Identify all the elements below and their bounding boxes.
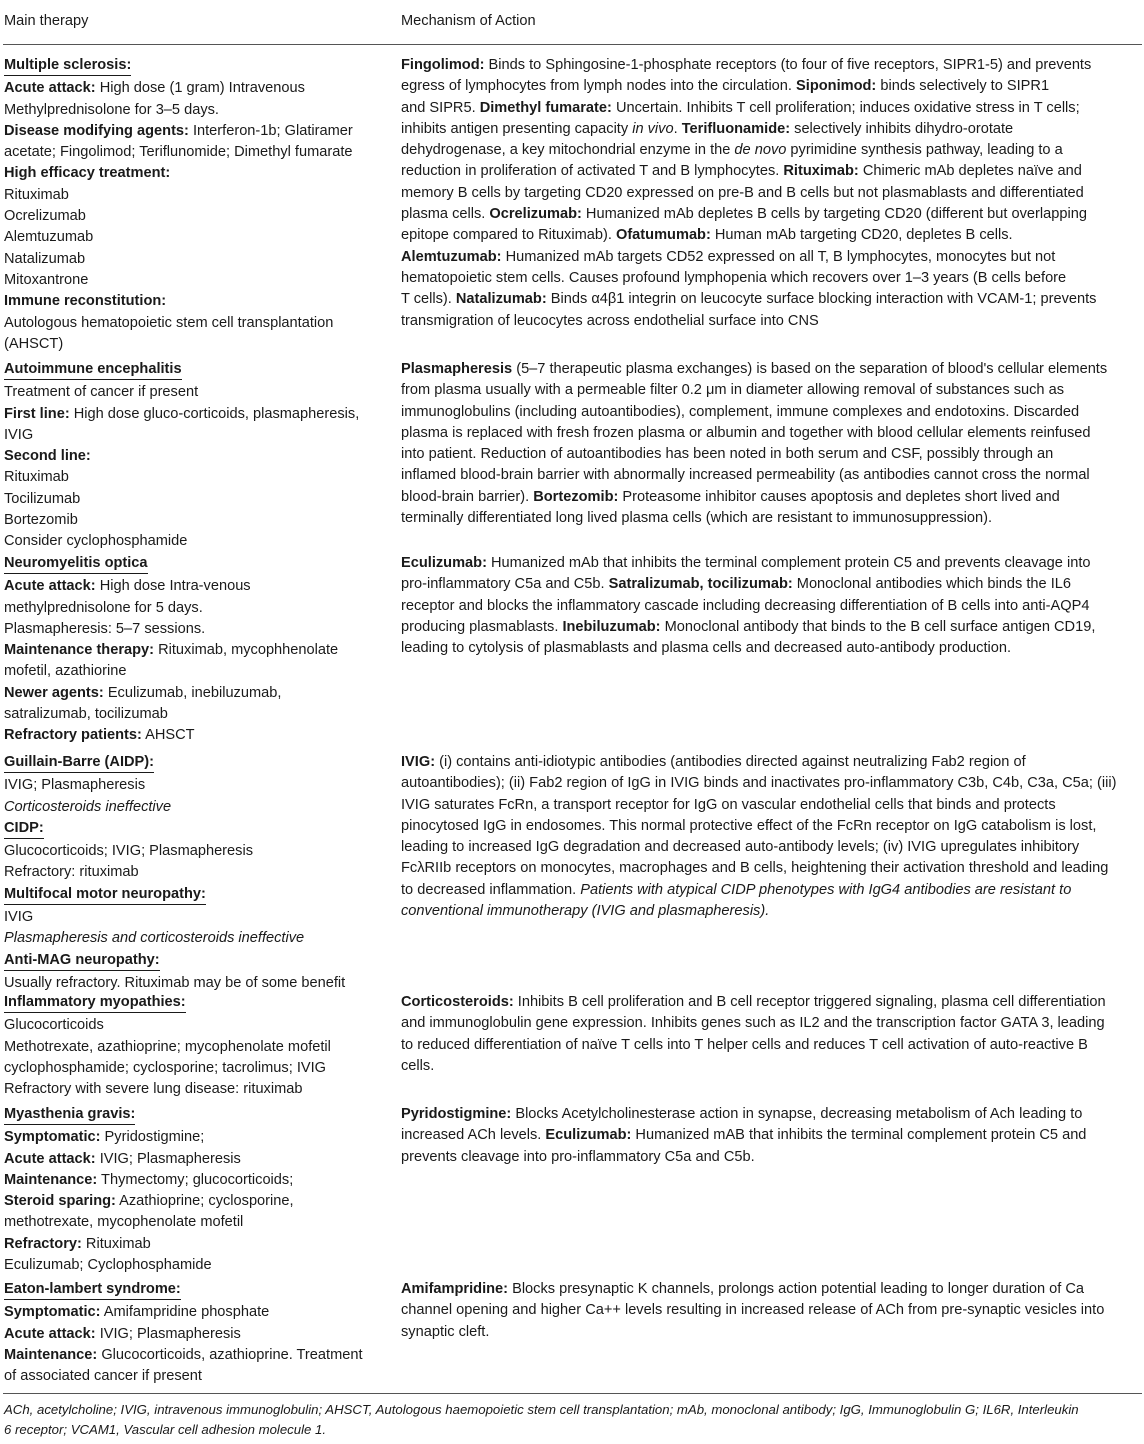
bold-term: Terifluonamide:: [681, 120, 791, 137]
bold-term: Maintenance therapy:: [4, 642, 155, 659]
mechanism-line: [401, 1322, 1142, 1343]
therapy-line: [4, 928, 400, 949]
mechanism-line: [401, 465, 1142, 486]
text-run: acetate; Fingolimod; Teriflunomide; Dimethyl fumarate: [4, 144, 353, 161]
text-run: satralizumab, tocilizumab: [4, 706, 168, 723]
text-run: Tocilizumab: [4, 490, 81, 507]
therapy-line: [4, 227, 400, 248]
mechanism-line: [401, 487, 1142, 508]
mechanism-line: [401, 444, 1142, 465]
therapy-line: [4, 1170, 400, 1191]
bold-term: High efficacy treatment:: [4, 165, 171, 182]
bold-term: Inebiluzumab:: [562, 618, 661, 635]
text-run: to decreased inflammation.: [401, 881, 581, 898]
text-run: pinocytosed IgG in endosomes. This normal protective effect of the FcRn receptor on IgG catabolism is lost,: [401, 817, 1097, 834]
text-run: inflamed blood-brain barrier with abnormally increased permeability (as antibodies cannot cross the normal: [401, 467, 1090, 484]
bold-term: Refractory patients:: [4, 727, 142, 744]
text-run: transmigration of leucocytes across endothelial surface into CNS: [401, 312, 819, 329]
mechanism-line: [401, 119, 1142, 140]
text-run: synaptic cleft.: [401, 1323, 490, 1340]
bold-term: Dimethyl fumarate:: [479, 99, 612, 116]
bold-term: Satralizumab, tocilizumab:: [608, 576, 793, 593]
text-run: and immunoglobulin gene expression. Inhibits genes such as IL2 and the transcription factor GATA 3, leading: [401, 1015, 1105, 1032]
italic-text: in vivo: [632, 120, 674, 137]
bold-term: Rituximab:: [783, 163, 859, 180]
text-run: Eculizumab; Cyclophosphamide: [4, 1257, 212, 1274]
condition-title: Eaton-lambert syndrome:: [4, 1280, 181, 1300]
text-run: Humanized mAB that inhibits the terminal complement protein C5 and: [631, 1127, 1087, 1144]
mechanism-line: [401, 574, 1142, 595]
therapy-line: [4, 100, 400, 121]
header-mechanism: Mechanism of Action: [401, 13, 536, 29]
text-run: Monoclonal antibody that binds to the B cell surface antigen CD19,: [660, 618, 1096, 635]
mechanism-line: [401, 992, 1142, 1013]
mechanism-cell: [400, 1279, 1142, 1387]
main-therapy-cell: [3, 55, 400, 355]
mechanism-line: [401, 1035, 1142, 1056]
therapy-line: [4, 797, 400, 818]
footnote-line: ACh, acetylcholine; IVIG, intravenous immunoglobulin; AHSCT, Autologous haemopoietic stem cell transplantation; mAb, monoclonal antibody; IgG, Immunoglobulin G; IL6R, Interleukin: [4, 1402, 1079, 1417]
text-run: Bortezomib: [4, 512, 78, 529]
condition-title-wrap: [4, 55, 400, 76]
bold-term: Acute attack:: [4, 80, 96, 97]
text-run: Uncertain. Inhibits T cell proliferation; induces oxidative stress in T cells;: [611, 99, 1080, 116]
therapy-line: [4, 163, 400, 184]
italic-text: Corticosteroids ineffective: [4, 798, 172, 815]
text-run: dehydrogenase, a key mitochondrial enzyme in the: [401, 142, 735, 159]
mechanism-line: [401, 204, 1142, 225]
therapy-table: [3, 0, 1142, 1437]
text-run: binds selectively to SIPR1: [876, 78, 1050, 95]
text-run: immunoglobulins (including autoantibodies), complement, immune complexes and endotoxins. Discarded: [401, 403, 1080, 420]
bold-term: Natalizumab:: [455, 291, 547, 308]
text-run: .: [673, 120, 682, 137]
bold-term: Refractory:: [4, 1235, 82, 1252]
text-run: T cells).: [401, 291, 456, 308]
bold-term: Alemtuzumab:: [401, 248, 502, 265]
text-run: Humanized mAb targets CD52 expressed on all T, B lymphocytes, monocytes but not: [501, 248, 1056, 265]
italic-text: Patients with atypical CIDP phenotypes with IgG4 antibodies are resistant to: [580, 881, 1072, 898]
text-run: hematopoietic stem cells. Causes profound lymphopenia which recovers over 1–3 years (B cells before: [401, 269, 1067, 286]
bold-term: Steroid sparing:: [4, 1193, 116, 1210]
condition-title-wrap: [4, 818, 400, 839]
mechanism-line: [401, 508, 1142, 529]
mechanism-line: [401, 225, 1142, 246]
text-run: into patient. Reduction of autoantibodies has been noted in both serum and CSF, possibly through an: [401, 446, 1054, 463]
bold-term: Pyridostigmine:: [401, 1106, 512, 1122]
therapy-line: [4, 704, 400, 725]
text-run: (AHSCT): [4, 335, 64, 352]
bold-term: Second line:: [4, 448, 91, 465]
text-run: Treatment of cancer if present: [4, 384, 199, 401]
header-rule: [3, 44, 1142, 45]
text-run: Eculizumab, inebiluzumab,: [103, 684, 282, 701]
mechanism-line: [401, 140, 1142, 161]
text-run: Proteasome inhibitor causes apoptosis and depletes short lived and: [618, 488, 1060, 505]
text-run: Inhibits B cell proliferation and B cell receptor triggered signaling, plasma cell differentiation: [513, 994, 1106, 1010]
bold-term: Maintenance:: [4, 1346, 98, 1363]
text-run: Monoclonal antibodies which binds the IL6: [792, 576, 1072, 593]
bold-term: Bortezomib:: [533, 488, 619, 505]
text-run: FcλRIIb receptors on monocytes, macrophages and B cells, heightening their activation threshold and leading: [401, 860, 1109, 877]
main-therapy-cell: [3, 553, 400, 747]
therapy-line: [4, 1234, 400, 1255]
text-run: methylprednisolone for 5 days.: [4, 599, 203, 616]
footnote-line: 6 receptor; VCAM1, Vascular cell adhesion molecule 1.: [4, 1422, 327, 1437]
mechanism-line: [401, 76, 1142, 97]
text-run: Refractory with severe lung disease: rituximab: [4, 1081, 303, 1098]
therapy-line: [4, 313, 400, 334]
text-run: Ocrelizumab: [4, 208, 86, 225]
text-run: Autologous hematopoietic stem cell transplantation: [4, 314, 334, 331]
mechanism-line: [401, 1147, 1142, 1168]
therapy-line: [4, 531, 400, 552]
mechanism-cell: [400, 992, 1142, 1100]
condition-title: Inflammatory myopathies:: [4, 993, 186, 1013]
table-row: [3, 55, 1142, 355]
text-run: High dose gluco-corticoids, plasmapheresis,: [69, 405, 360, 422]
text-run: Pyridostigmine;: [100, 1129, 205, 1146]
mechanism-cell: [400, 359, 1142, 553]
condition-title-wrap: [4, 752, 400, 773]
text-run: of associated cancer if present: [4, 1368, 202, 1385]
text-run: from plasma usually with a permeable filter 0.2 μm in diameter allowing removal of substances such as: [401, 382, 1064, 399]
therapy-line: [4, 334, 400, 355]
bold-term: Maintenance:: [4, 1171, 98, 1188]
bold-term: Symptomatic:: [4, 1304, 101, 1321]
text-run: Refractory: rituximab: [4, 864, 139, 881]
condition-title: Multifocal motor neuropathy:: [4, 885, 206, 905]
text-run: Amifampridine phosphate: [100, 1304, 270, 1321]
mechanism-line: [401, 1104, 1142, 1125]
text-run: channel opening and higher Ca++ levels resulting in increased release of ACh from pre-synaptic vesicles into: [401, 1302, 1105, 1319]
therapy-line: [4, 862, 400, 883]
mechanism-line: [401, 1125, 1142, 1146]
mechanism-line: [401, 247, 1142, 268]
text-run: receptor and blocks the inflammatory cascade including decreasing differentiation of B cells into anti-AQP4: [401, 597, 1090, 614]
bold-term: Plasmapheresis: [401, 361, 513, 377]
text-run: High dose Intra-venous: [95, 578, 251, 595]
text-run: plasma is replaced with fresh frozen plasma or albumin and together with blood cellular elements reinfused: [401, 424, 1091, 441]
text-run: memory B cells by targeting CD20 expressed on pre-B and B cells but not plasmablasts and differentiated: [401, 184, 1084, 201]
text-run: Interferon-1b; Glatiramer: [188, 122, 353, 139]
text-run: pyrimidine synthesis pathway, leading to a: [786, 142, 1063, 159]
text-run: Alemtuzumab: [4, 229, 94, 246]
table-row: [3, 359, 1142, 553]
text-run: Human mAb targeting CD20, depletes B cells.: [710, 227, 1013, 244]
italic-text: Plasmapheresis and corticosteroids ineffective: [4, 930, 305, 947]
therapy-line: [4, 1324, 400, 1345]
text-run: Blocks Acetylcholinesterase action in synapse, decreasing metabolism of Ach leading to: [511, 1106, 1083, 1122]
text-run: Rituximab: [4, 469, 69, 486]
mechanism-line: [401, 1300, 1142, 1321]
mechanism-line: [401, 423, 1142, 444]
mechanism-line: [401, 638, 1142, 659]
mechanism-line: [401, 795, 1142, 816]
text-run: Humanized mAb that inhibits the terminal complement protein C5 and prevents cleavage into: [486, 555, 1091, 571]
text-run: AHSCT: [141, 727, 195, 744]
condition-title: Anti-MAG neuropathy:: [4, 951, 160, 971]
mechanism-line: [401, 1279, 1142, 1300]
text-run: Humanized mAb depletes B cells by targeting CD20 (different but overlapping: [581, 206, 1087, 223]
bold-term: Newer agents:: [4, 684, 104, 701]
mechanism-line: [401, 1056, 1142, 1077]
mechanism-line: [401, 837, 1142, 858]
mechanism-line: [401, 752, 1142, 773]
text-run: epitope compared to Rituximab).: [401, 227, 616, 244]
bold-term: Acute attack:: [4, 1150, 96, 1167]
mechanism-line: [401, 880, 1142, 901]
therapy-line: [4, 1302, 400, 1323]
therapy-line: [4, 576, 400, 597]
text-run: Rituximab: [4, 186, 69, 203]
therapy-line: [4, 185, 400, 206]
text-run: (5–7 therapeutic plasma exchanges) is based on the separation of blood's cellular elements: [512, 361, 1108, 377]
therapy-line: [4, 249, 400, 270]
bold-term: Eculizumab:: [545, 1127, 632, 1144]
therapy-line: [4, 1255, 400, 1276]
bold-term: Ocrelizumab:: [489, 206, 582, 223]
text-run: (i) contains anti-idiotypic antibodies (antibodies directed against neutralizing Fab2 region of: [435, 754, 1026, 770]
therapy-line: [4, 661, 400, 682]
text-run: IVIG saturates FcRn, a transport receptor for IgG on vascular endothelial cells that binds and protects: [401, 796, 1056, 813]
mechanism-cell: [400, 1104, 1142, 1276]
text-run: Methylprednisolone for 3–5 days.: [4, 101, 219, 118]
condition-title-wrap: [4, 1279, 400, 1300]
text-run: Usually refractory. Rituximab may be of some benefit: [4, 974, 346, 991]
main-therapy-cell: [3, 1279, 400, 1387]
mechanism-line: [401, 1013, 1142, 1034]
therapy-line: [4, 1127, 400, 1148]
therapy-line: [4, 640, 400, 661]
text-run: Rituximab, mycophhenolate: [154, 642, 339, 659]
condition-title: Guillain-Barre (AIDP):: [4, 753, 154, 773]
text-run: autoantibodies); (ii) Fab2 region of IgG in IVIG binds and inactivates pro-inflammatory C3b, C4b, C3a, C5a; (iii): [401, 775, 1117, 792]
mechanism-line: [401, 596, 1142, 617]
text-run: High dose (1 gram) Intravenous: [95, 80, 305, 97]
text-run: egress of lymphocytes from lymph nodes into the circulation.: [401, 78, 797, 95]
text-run: Mitoxantrone: [4, 271, 89, 288]
bold-term: Symptomatic:: [4, 1129, 101, 1146]
therapy-line: [4, 841, 400, 862]
bold-term: Acute attack:: [4, 578, 96, 595]
table-row: [3, 752, 1142, 994]
therapy-line: [4, 1366, 400, 1387]
main-therapy-cell: [3, 1104, 400, 1276]
mechanism-line: [401, 816, 1142, 837]
condition-title-wrap: [4, 950, 400, 971]
text-run: Thymectomy; glucocorticoids;: [97, 1171, 294, 1188]
therapy-line: [4, 1015, 400, 1036]
table-header: [3, 0, 1142, 44]
mechanism-line: [401, 858, 1142, 879]
text-run: IVIG; Plasmapheresis: [4, 777, 146, 794]
therapy-line: [4, 1037, 400, 1058]
text-run: Binds α4β1 integrin on leucocyte surface blocking interaction with VCAM-1; prevents: [546, 291, 1097, 308]
bold-term: IVIG:: [401, 754, 436, 770]
condition-title-wrap: [4, 884, 400, 905]
text-run: blood-brain barrier).: [401, 488, 534, 505]
text-run: methotrexate, mycophenolate mofetil: [4, 1214, 244, 1231]
text-run: Glucocorticoids, azathioprine. Treatment: [97, 1346, 363, 1363]
text-run: cyclophosphamide; cyclosporine; tacrolimus; IVIG: [4, 1059, 327, 1076]
text-run: Glucocorticoids: [4, 1017, 104, 1034]
mechanism-line: [401, 402, 1142, 423]
text-run: terminally differentiated long lived plasma cells (which are resistant to immunosuppression).: [401, 510, 993, 527]
mechanism-line: [401, 553, 1142, 574]
bold-term: Immune reconstitution:: [4, 293, 167, 310]
therapy-line: [4, 467, 400, 488]
therapy-line: [4, 291, 400, 312]
text-run: leading to increased IgG degradation and decreased auto-antibody levels; (iv) IVIG upregulates inhibitory: [401, 839, 1080, 856]
text-run: leading to cytolysis of plasmablasts and plasma cells and decreased auto-antibody production.: [401, 640, 1012, 657]
bold-term: Siponimod:: [796, 78, 877, 95]
mechanism-line: [401, 55, 1142, 76]
table-row: [3, 1104, 1142, 1276]
bold-term: Disease modifying agents:: [4, 122, 189, 139]
therapy-line: [4, 206, 400, 227]
therapy-line: [4, 907, 400, 928]
therapy-line: [4, 1079, 400, 1100]
italic-text: de novo: [734, 142, 787, 159]
condition-title: Autoimmune encephalitis: [4, 360, 182, 380]
mechanism-line: [401, 901, 1142, 922]
text-run: plasma cells.: [401, 206, 490, 223]
mechanism-cell: [400, 553, 1142, 747]
main-therapy-cell: [3, 752, 400, 994]
table-row: [3, 992, 1142, 1100]
mechanism-line: [401, 268, 1142, 289]
text-run: IVIG: [4, 909, 34, 926]
text-run: increased ACh levels.: [401, 1127, 546, 1144]
text-run: to reduced differentiation of naïve T cells into T helper cells and reduces T cell activation of auto-reactive B: [401, 1036, 1088, 1053]
text-run: producing plasmablasts.: [401, 618, 563, 635]
condition-title: CIDP:: [4, 819, 44, 839]
mechanism-line: [401, 617, 1142, 638]
therapy-line: [4, 619, 400, 640]
mechanism-line: [401, 289, 1142, 310]
text-run: IVIG; Plasmapheresis: [95, 1150, 241, 1167]
table-row: [3, 1279, 1142, 1387]
text-run: Methotrexate, azathioprine; mycophenolate mofetil: [4, 1038, 331, 1055]
text-run: reduction in proliferation of activated T and B lymphocytes.: [401, 163, 784, 180]
mechanism-line: [401, 183, 1142, 204]
bold-term: First line:: [4, 405, 70, 422]
therapy-line: [4, 270, 400, 291]
therapy-line: [4, 489, 400, 510]
therapy-line: [4, 725, 400, 746]
bold-term: Ofatumumab:: [615, 227, 711, 244]
therapy-line: [4, 683, 400, 704]
text-run: mofetil, azathiorine: [4, 663, 127, 680]
therapy-line: [4, 121, 400, 142]
condition-title-wrap: [4, 553, 400, 574]
text-run: IVIG; Plasmapheresis: [95, 1325, 241, 1342]
therapy-line: [4, 425, 400, 446]
therapy-line: [4, 775, 400, 796]
table-footnote: [3, 1394, 1142, 1440]
therapy-line: [4, 446, 400, 467]
text-run: cells.: [401, 1057, 435, 1074]
therapy-line: [4, 404, 400, 425]
text-run: prevents cleavage into pro-inflammatory C5a and C5b.: [401, 1148, 755, 1165]
condition-title: Neuromyelitis optica: [4, 554, 148, 574]
therapy-line: [4, 1212, 400, 1233]
text-run: pro-inflammatory C5a and C5b.: [401, 576, 609, 593]
text-run: and SIPR5.: [401, 99, 480, 116]
text-run: Binds to Sphingosine-1-phosphate receptors (to four of five receptors, SIPR1-5) and prevents: [484, 57, 1092, 73]
text-run: Glucocorticoids; IVIG; Plasmapheresis: [4, 843, 253, 860]
mechanism-line: [401, 161, 1142, 182]
condition-title: Multiple sclerosis:: [4, 56, 131, 76]
header-main-therapy: Main therapy: [4, 13, 89, 29]
therapy-line: [4, 142, 400, 163]
mechanism-line: [401, 98, 1142, 119]
main-therapy-cell: [3, 992, 400, 1100]
mechanism-line: [401, 380, 1142, 401]
therapy-line: [4, 598, 400, 619]
mechanism-line: [401, 773, 1142, 794]
text-run: inhibits antigen presenting capacity: [401, 120, 633, 137]
condition-title: Myasthenia gravis:: [4, 1105, 135, 1125]
condition-title-wrap: [4, 359, 400, 380]
text-run: Rituximab: [81, 1235, 151, 1252]
mechanism-cell: [400, 55, 1142, 355]
therapy-line: [4, 1345, 400, 1366]
main-therapy-cell: [3, 359, 400, 553]
italic-text: conventional immunotherapy (IVIG and plasmapheresis).: [401, 903, 770, 920]
mechanism-line: [401, 359, 1142, 380]
mechanism-line: [401, 311, 1142, 332]
therapy-line: [4, 78, 400, 99]
bold-term: Amifampridine:: [401, 1281, 509, 1297]
table-row: [3, 553, 1142, 747]
text-run: selectively inhibits dihydro-orotate: [790, 120, 1014, 137]
mechanism-cell: [400, 752, 1142, 994]
text-run: Consider cyclophosphamide: [4, 533, 188, 550]
text-run: Blocks presynaptic K channels, prolongs action potential leading to longer duration of Ca: [508, 1281, 1085, 1297]
text-run: IVIG: [4, 426, 34, 443]
condition-title-wrap: [4, 1104, 400, 1125]
bold-term: Acute attack:: [4, 1325, 96, 1342]
text-run: Plasmapheresis: 5–7 sessions.: [4, 620, 206, 637]
therapy-line: [4, 510, 400, 531]
therapy-line: [4, 382, 400, 403]
bold-term: Fingolimod:: [401, 57, 485, 73]
text-run: Chimeric mAb depletes naïve and: [858, 163, 1082, 180]
text-run: Azathioprine; cyclosporine,: [115, 1193, 294, 1210]
condition-title-wrap: [4, 992, 400, 1013]
bold-term: Eculizumab:: [401, 555, 487, 571]
therapy-line: [4, 1149, 400, 1170]
bold-term: Corticosteroids:: [401, 994, 514, 1010]
text-run: Natalizumab: [4, 250, 86, 267]
therapy-line: [4, 1191, 400, 1212]
therapy-line: [4, 1058, 400, 1079]
